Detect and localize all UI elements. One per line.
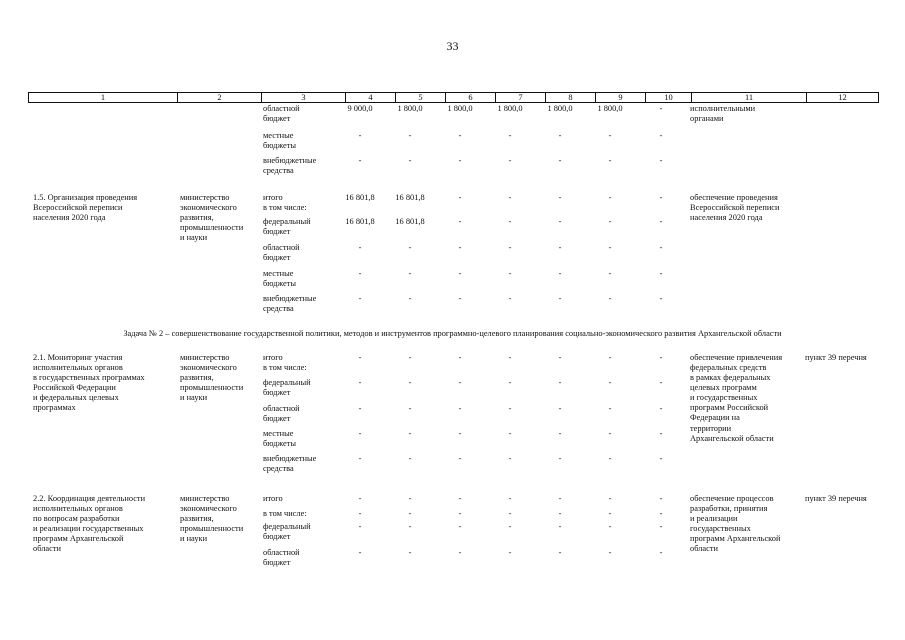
header-col-7: 7 bbox=[495, 93, 545, 102]
cell: - bbox=[358, 294, 362, 303]
cell: - bbox=[558, 378, 562, 387]
result-text: обеспечение привлечения федеральных средств в рамках федеральных целевых программ и государственных программ Российской Федерации на территории Архангельской области bbox=[690, 353, 783, 443]
cell: - bbox=[358, 522, 362, 531]
row-type: местные бюджеты bbox=[263, 429, 297, 449]
cell: - bbox=[508, 131, 512, 140]
cell: 16 801,8 bbox=[395, 217, 425, 226]
row-type: внебюджетные средства bbox=[263, 156, 317, 176]
cell: - bbox=[659, 217, 663, 226]
cell: - bbox=[608, 131, 612, 140]
cell: - bbox=[558, 193, 562, 202]
row-type: итого в том числе: bbox=[263, 193, 307, 213]
cell: - bbox=[408, 353, 412, 362]
row-type: внебюджетные средства bbox=[263, 294, 317, 314]
header-col-12: 12 bbox=[806, 93, 878, 102]
row-type: областной бюджет bbox=[263, 548, 300, 568]
cell: - bbox=[508, 429, 512, 438]
cell: 1 800,0 bbox=[447, 104, 473, 113]
header-col-3: 3 bbox=[261, 93, 345, 102]
cell: - bbox=[458, 269, 462, 278]
cell: - bbox=[458, 243, 462, 252]
cell: - bbox=[358, 494, 362, 503]
header-col-2: 2 bbox=[177, 93, 261, 102]
cell: - bbox=[358, 269, 362, 278]
cell: - bbox=[508, 548, 512, 557]
result-text: обеспечение проведения Всероссийской переписи населения 2020 года bbox=[690, 193, 780, 223]
cell: - bbox=[408, 294, 412, 303]
row-type: областной бюджет bbox=[263, 104, 300, 124]
cell: - bbox=[408, 548, 412, 557]
row-type: итого в том числе: bbox=[263, 353, 307, 373]
header-col-5: 5 bbox=[395, 93, 445, 102]
row-type: местные бюджеты bbox=[263, 131, 297, 151]
row-type: федеральный бюджет bbox=[263, 378, 311, 398]
cell: - bbox=[508, 454, 512, 463]
cell: - bbox=[659, 404, 663, 413]
row-type: федеральный бюджет bbox=[263, 522, 311, 542]
cell: - bbox=[458, 404, 462, 413]
cell: - bbox=[659, 378, 663, 387]
activity-title: 2.1. Мониторинг участия исполнительных органов в государственных программах Российской Федерации и федеральных целевых программах bbox=[33, 353, 145, 413]
cell: - bbox=[508, 353, 512, 362]
cell: - bbox=[659, 269, 663, 278]
cell: - bbox=[358, 429, 362, 438]
cell: - bbox=[358, 156, 362, 165]
cell: - bbox=[659, 494, 663, 503]
cell: - bbox=[508, 269, 512, 278]
cell: - bbox=[358, 404, 362, 413]
cell: - bbox=[458, 494, 462, 503]
header-col-11: 11 bbox=[691, 93, 806, 102]
cell: - bbox=[659, 156, 663, 165]
cell: - bbox=[659, 294, 663, 303]
task-heading: Задача № 2 – совершенствование государственной политики, методов и инструментов программно-целевого планирования социально-экономического развития Архангельской области bbox=[123, 329, 782, 338]
cell: - bbox=[558, 454, 562, 463]
page-number: 33 bbox=[446, 39, 459, 53]
cell: - bbox=[608, 548, 612, 557]
cell: - bbox=[458, 454, 462, 463]
cell: - bbox=[508, 193, 512, 202]
cell: - bbox=[659, 429, 663, 438]
cell: - bbox=[408, 131, 412, 140]
executor-text: министерство экономического развития, промышленности и науки bbox=[180, 494, 244, 544]
cell: - bbox=[458, 217, 462, 226]
header-col-4: 4 bbox=[345, 93, 395, 102]
cell: - bbox=[358, 454, 362, 463]
cell: - bbox=[608, 294, 612, 303]
row-type: областной бюджет bbox=[263, 243, 300, 263]
cell: - bbox=[608, 522, 612, 531]
cell: - bbox=[558, 269, 562, 278]
cell: - bbox=[659, 193, 663, 202]
cell: - bbox=[608, 193, 612, 202]
cell: - bbox=[659, 522, 663, 531]
header-col-10: 10 bbox=[645, 93, 691, 102]
cell: - bbox=[659, 104, 663, 113]
cell: - bbox=[508, 494, 512, 503]
cell: 16 801,8 bbox=[345, 217, 375, 226]
cell: - bbox=[608, 404, 612, 413]
cell: - bbox=[458, 378, 462, 387]
cell: - bbox=[458, 509, 462, 518]
cell: - bbox=[659, 353, 663, 362]
cell: - bbox=[408, 454, 412, 463]
cell: - bbox=[608, 378, 612, 387]
cell: - bbox=[508, 217, 512, 226]
cell: - bbox=[558, 294, 562, 303]
cell: - bbox=[408, 378, 412, 387]
cell: - bbox=[458, 156, 462, 165]
cell: - bbox=[659, 548, 663, 557]
header-col-8: 8 bbox=[545, 93, 595, 102]
cell: - bbox=[608, 509, 612, 518]
cell: - bbox=[458, 193, 462, 202]
cell: - bbox=[508, 294, 512, 303]
cell: - bbox=[608, 217, 612, 226]
cell: - bbox=[608, 494, 612, 503]
cell: 1 800,0 bbox=[547, 104, 573, 113]
cell: - bbox=[558, 429, 562, 438]
cell: - bbox=[558, 243, 562, 252]
cell: - bbox=[659, 131, 663, 140]
cell: - bbox=[458, 522, 462, 531]
row-type: областной бюджет bbox=[263, 404, 300, 424]
header-col-6: 6 bbox=[445, 93, 495, 102]
result-text: обеспечение процессов разработки, принятия и реализации государственных программ Архангельской области bbox=[690, 494, 781, 554]
cell: - bbox=[608, 353, 612, 362]
cell: - bbox=[508, 243, 512, 252]
row-type: внебюджетные средства bbox=[263, 454, 317, 474]
header-col-9: 9 bbox=[595, 93, 645, 102]
cell: - bbox=[408, 269, 412, 278]
reference-text: пункт 39 перечня bbox=[805, 494, 867, 503]
cell: - bbox=[608, 243, 612, 252]
cell: - bbox=[408, 429, 412, 438]
header-col-1: 1 bbox=[100, 93, 106, 102]
cell: - bbox=[458, 548, 462, 557]
cell: 1 800,0 bbox=[597, 104, 623, 113]
cell: - bbox=[408, 156, 412, 165]
cell: - bbox=[659, 454, 663, 463]
cell: - bbox=[358, 131, 362, 140]
table-header-row bbox=[28, 92, 879, 103]
cell: - bbox=[508, 522, 512, 531]
cell: - bbox=[358, 548, 362, 557]
cell: - bbox=[608, 454, 612, 463]
cell: - bbox=[558, 217, 562, 226]
cell: - bbox=[558, 156, 562, 165]
cell: - bbox=[608, 429, 612, 438]
cell: - bbox=[508, 378, 512, 387]
row-type: итого bbox=[263, 494, 283, 503]
cell: 9 000,0 bbox=[347, 104, 373, 113]
cell: - bbox=[408, 509, 412, 518]
executor-text: министерство экономического развития, промышленности и науки bbox=[180, 193, 244, 243]
cell: - bbox=[458, 294, 462, 303]
cell: - bbox=[358, 353, 362, 362]
cell: - bbox=[358, 243, 362, 252]
cell: - bbox=[558, 131, 562, 140]
cell: - bbox=[408, 243, 412, 252]
cell: - bbox=[558, 509, 562, 518]
cell: - bbox=[358, 509, 362, 518]
cell: 16 801,8 bbox=[345, 193, 375, 202]
cell: - bbox=[508, 404, 512, 413]
cell: - bbox=[558, 522, 562, 531]
cell: - bbox=[458, 353, 462, 362]
result-text: исполнительными органами bbox=[690, 104, 756, 124]
cell: - bbox=[458, 429, 462, 438]
row-type: местные бюджеты bbox=[263, 269, 297, 289]
cell: 1 800,0 bbox=[397, 104, 423, 113]
row-type: в том числе: bbox=[263, 509, 307, 518]
cell: - bbox=[408, 404, 412, 413]
cell: - bbox=[508, 156, 512, 165]
cell: - bbox=[408, 494, 412, 503]
cell: - bbox=[558, 548, 562, 557]
cell: - bbox=[608, 269, 612, 278]
executor-text: министерство экономического развития, промышленности и науки bbox=[180, 353, 244, 403]
cell: - bbox=[458, 131, 462, 140]
reference-text: пункт 39 перечня bbox=[805, 353, 867, 362]
cell: - bbox=[659, 243, 663, 252]
cell: - bbox=[508, 509, 512, 518]
row-type: федеральный бюджет bbox=[263, 217, 311, 237]
cell: - bbox=[408, 522, 412, 531]
cell: - bbox=[558, 353, 562, 362]
activity-title: 2.2. Координация деятельности исполнительных органов по вопросам разработки и реализации государственных программ Архангельской области bbox=[33, 494, 146, 554]
cell: - bbox=[358, 378, 362, 387]
cell: - bbox=[608, 156, 612, 165]
cell: 16 801,8 bbox=[395, 193, 425, 202]
cell: - bbox=[558, 404, 562, 413]
activity-title: 1.5. Организация проведения Всероссийской переписи населения 2020 года bbox=[33, 193, 138, 223]
cell: 1 800,0 bbox=[497, 104, 523, 113]
cell: - bbox=[659, 509, 663, 518]
cell: - bbox=[558, 494, 562, 503]
